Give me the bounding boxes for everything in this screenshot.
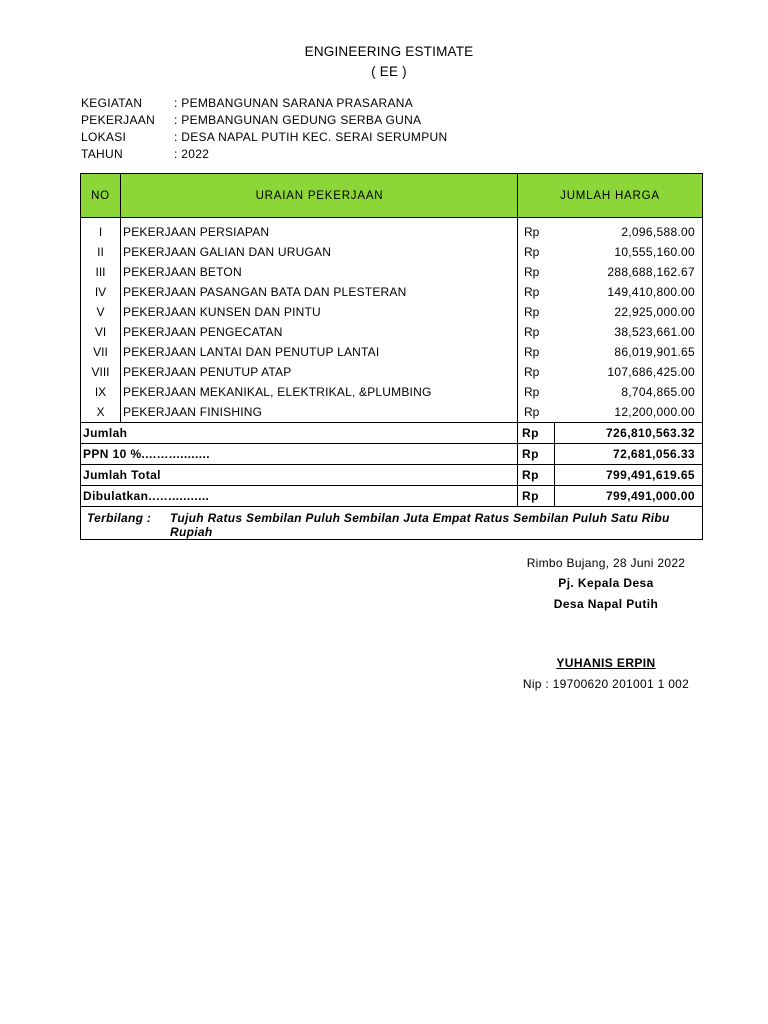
row-currency: Rp: [518, 242, 555, 262]
row-currency: Rp: [518, 282, 555, 302]
row-description: PEKERJAAN KUNSEN DAN PINTU: [121, 302, 518, 322]
row-number: II: [81, 242, 121, 262]
terbilang-label: Terbilang :: [87, 511, 152, 525]
row-description: PEKERJAAN BETON: [121, 262, 518, 282]
table-row: [81, 242, 703, 262]
place-date: Rimbo Bujang, 28 Juni 2022: [526, 556, 686, 570]
summary-amount: 726,810,563.32: [554, 423, 703, 444]
row-currency: Rp: [518, 342, 555, 362]
info-value: : PEMBANGUNAN SARANA PRASARANA: [174, 96, 414, 110]
row-number: X: [81, 402, 121, 423]
summary-label: Jumlah: [81, 423, 518, 444]
summary-label: Dibulatkan..…...........: [81, 486, 518, 507]
row-description: PEKERJAAN PASANGAN BATA DAN PLESTERAN: [121, 282, 518, 302]
summary-currency: Rp: [518, 423, 555, 444]
summary-row-total: [81, 465, 703, 486]
row-number: IV: [81, 282, 121, 302]
header-no: NO: [81, 174, 121, 218]
terbilang-row: [81, 507, 703, 540]
summary-label: PPN 10 %....…...........: [81, 444, 518, 465]
table-row: [81, 218, 703, 243]
row-number: VII: [81, 342, 121, 362]
terbilang-text: Tujuh Ratus Sembilan Puluh Sembilan Juta Empat Ratus Sembilan Puluh Satu Ribu Rupiah: [170, 511, 670, 539]
signer-nip: Nip : 19700620 201001 1 002: [522, 677, 690, 691]
row-description: PEKERJAAN PENUTUP ATAP: [121, 362, 518, 382]
summary-row-ppn: [81, 444, 703, 465]
summary-row-jumlah: [81, 423, 703, 444]
row-number: III: [81, 262, 121, 282]
summary-row-rounded: [81, 486, 703, 507]
signer-position: Pj. Kepala Desa: [558, 576, 654, 590]
row-amount: 86,019,901.65: [554, 342, 703, 362]
summary-label: Jumlah Total: [81, 465, 518, 486]
info-row-kegiatan: [81, 95, 447, 112]
info-key: LOKASI: [81, 130, 127, 144]
table-header-row: [81, 174, 703, 218]
header-description: URAIAN PEKERJAAN: [121, 174, 518, 218]
table-row: [81, 282, 703, 302]
summary-amount: 72,681,056.33: [554, 444, 703, 465]
terbilang-cell: [81, 507, 703, 540]
info-key: PEKERJAAN: [81, 113, 156, 127]
row-currency: Rp: [518, 322, 555, 342]
row-currency: Rp: [518, 302, 555, 322]
row-amount: 10,555,160.00: [554, 242, 703, 262]
table-row: [81, 362, 703, 382]
table-row: [81, 342, 703, 362]
row-number: I: [81, 218, 121, 243]
info-key: TAHUN: [81, 147, 123, 161]
row-currency: Rp: [518, 362, 555, 382]
terbilang: [81, 507, 702, 539]
row-description: PEKERJAAN GALIAN DAN URUGAN: [121, 242, 518, 262]
table-row: [81, 382, 703, 402]
project-info: [81, 95, 447, 163]
signer-village: Desa Napal Putih: [553, 597, 659, 611]
info-key: KEGIATAN: [81, 96, 143, 110]
info-value: : PEMBANGUNAN GEDUNG SERBA GUNA: [174, 113, 422, 127]
row-amount: 288,688,162.67: [554, 262, 703, 282]
row-amount: 149,410,800.00: [554, 282, 703, 302]
table-row: [81, 402, 703, 423]
row-currency: Rp: [518, 402, 555, 423]
row-number: IX: [81, 382, 121, 402]
header-amount: JUMLAH HARGA: [518, 174, 703, 218]
row-amount: 107,686,425.00: [554, 362, 703, 382]
document-title: ENGINEERING ESTIMATE: [304, 44, 474, 59]
summary-amount: 799,491,619.65: [554, 465, 703, 486]
table-row: [81, 302, 703, 322]
estimate-table: [80, 173, 703, 540]
info-value: : 2022: [174, 147, 210, 161]
info-row-pekerjaan: [81, 112, 447, 129]
row-description: PEKERJAAN MEKANIKAL, ELEKTRIKAL, &PLUMBING: [121, 382, 518, 402]
row-amount: 38,523,661.00: [554, 322, 703, 342]
summary-currency: Rp: [518, 444, 555, 465]
signer-name: YUHANIS ERPIN: [556, 656, 656, 670]
row-description: PEKERJAAN PENGECATAN: [121, 322, 518, 342]
row-amount: 2,096,588.00: [554, 218, 703, 243]
row-number: VI: [81, 322, 121, 342]
table-row: [81, 322, 703, 342]
info-row-lokasi: [81, 129, 447, 146]
row-currency: Rp: [518, 218, 555, 243]
info-value: : DESA NAPAL PUTIH KEC. SERAI SERUMPUN: [174, 130, 448, 144]
row-currency: Rp: [518, 382, 555, 402]
summary-currency: Rp: [518, 486, 555, 507]
row-description: PEKERJAAN LANTAI DAN PENUTUP LANTAI: [121, 342, 518, 362]
row-amount: 22,925,000.00: [554, 302, 703, 322]
row-amount: 12,200,000.00: [554, 402, 703, 423]
info-row-tahun: [81, 146, 447, 163]
summary-currency: Rp: [518, 465, 555, 486]
row-number: VIII: [81, 362, 121, 382]
row-description: PEKERJAAN PERSIAPAN: [121, 218, 518, 243]
summary-amount: 799,491,000.00: [554, 486, 703, 507]
row-description: PEKERJAAN FINISHING: [121, 402, 518, 423]
row-number: V: [81, 302, 121, 322]
document-subtitle: ( EE ): [371, 64, 407, 79]
row-currency: Rp: [518, 262, 555, 282]
row-amount: 8,704,865.00: [554, 382, 703, 402]
table-row: [81, 262, 703, 282]
